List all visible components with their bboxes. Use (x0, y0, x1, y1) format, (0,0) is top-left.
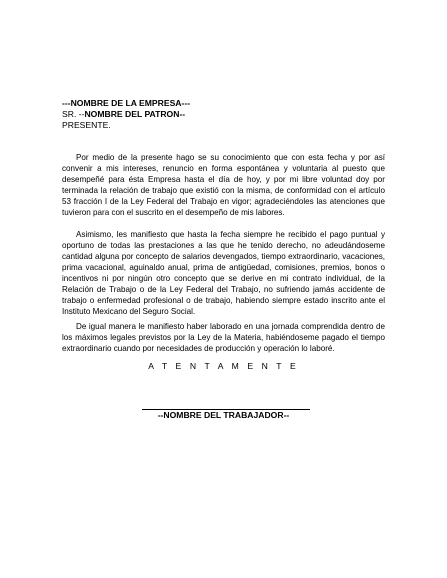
present-label: PRESENTE. (62, 120, 111, 130)
company-name: ---NOMBRE DE LA EMPRESA--- (62, 98, 191, 108)
recipient-name: NOMBRE DEL PATRON-- (84, 109, 186, 119)
recipient-line (62, 109, 190, 120)
worker-name: --NOMBRE DEL TRABAJADOR-- (157, 410, 290, 420)
body-paragraph-resignation: Por medio de la presente hago se su conocimiento que con esta fecha y por así convenir a mis intereses, renuncio en forma espontánea y voluntaria al puesto que desempeñé para ésta Empresa hasta el día de hoy, y por mi libre voluntad doy por terminada la relación de trabajo que existió con la misma, de conformidad con el artículo 53 fracción I de la Ley Federal del Trabajo en vigor; agradeciéndoles las atenciones que tuvieron para con el suscrito en el desempeño de mis labores. (62, 153, 385, 217)
body-paragraph-payments: Asimismo, les manifiesto que hasta la fecha siempre he recibido el pago puntual y oportuno de todas las prestaciones a las que he tenido derecho, no adeudándoseme cantidad alguna por concepto de salarios devengados, tiempo extraordinario, vacaciones, prima vacacional, aguinaldo anual, prima de antigüedad, comisiones, premios, bonos o incentivos ni por ningún otro concepto que se derive en mi contrato individual, de la Relación de Trabajo o de la Ley Federal del Trabajo, no sufriendo jamás accidente de trabajo o enfermedad profesional o de trabajo, habiendo siempre estado inscrito ante el Instituto Mexicano del Seguro Social. (62, 230, 385, 316)
letter-header (62, 98, 190, 131)
recipient-prefix: SR. -- (62, 109, 85, 119)
closing-salutation: A T E N T A M E N T E (148, 361, 299, 371)
body-paragraph-working-hours: De igual manera le manifiesto haber laborado en una jornada comprendida dentro de los máximos legales previstos por la Ley de la Materia, habiéndoseme pagado el tiempo extraordinario cuando por necesidades de producción y operación lo laboré. (62, 322, 385, 353)
